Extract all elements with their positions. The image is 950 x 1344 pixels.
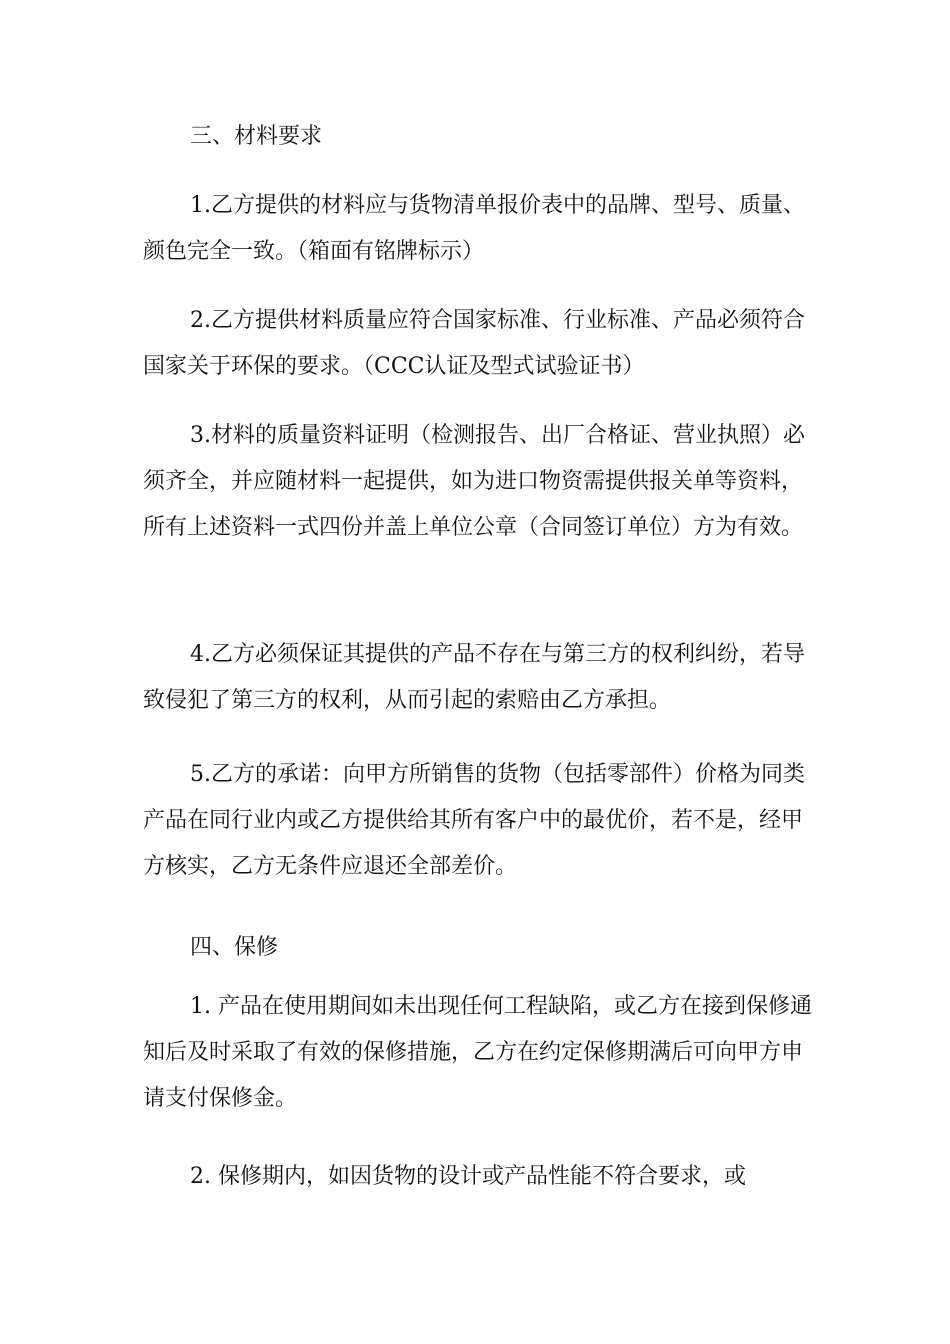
section-3-item-5: 5.乙方的承诺：向甲方所销售的货物（包括零部件）价格为同类产品在同行业内或乙方提供给其所有客户中的最优价，若不是，经甲方核实，乙方无条件应退还全部差价。 [143,762,805,879]
section-4-item-2: 2. 保修期内，如因货物的设计或产品性能不符合要求，或 [190,1164,746,1189]
section-3-item-2: 2.乙方提供材料质量应符合国家标准、行业标准、产品必须符合国家关于环保的要求。（CCC认证及型式试验证书） [143,308,805,379]
section-4-item-1: 1. 产品在使用期间如未出现任何工程缺陷，或乙方在接到保修通知后及时采取了有效的保修措施，乙方在约定保修期满后可向甲方申请支付保修金。 [143,994,812,1111]
section-3-heading: 三、材料要求 [190,124,323,149]
section-3-item-1: 1.乙方提供的材料应与货物清单报价表中的品牌、型号、质量、颜色完全一致。（箱面有铭牌标示） [143,193,805,264]
section-3-item-4: 4.乙方必须保证其提供的产品不存在与第三方的权利纠纷，若导致侵犯了第三方的权利，从而引起的索赔由乙方承担。 [143,642,805,713]
section-3-item-3: 3.材料的质量资料证明（检测报告、出厂合格证、营业执照）必须齐全，并应随材料一起提供，如为进口物资需提供报关单等资料，所有上述资料一式四份并盖上单位公章（合同签订单位）方为有效。 [143,423,805,540]
section-4-heading: 四、保修 [190,935,279,960]
